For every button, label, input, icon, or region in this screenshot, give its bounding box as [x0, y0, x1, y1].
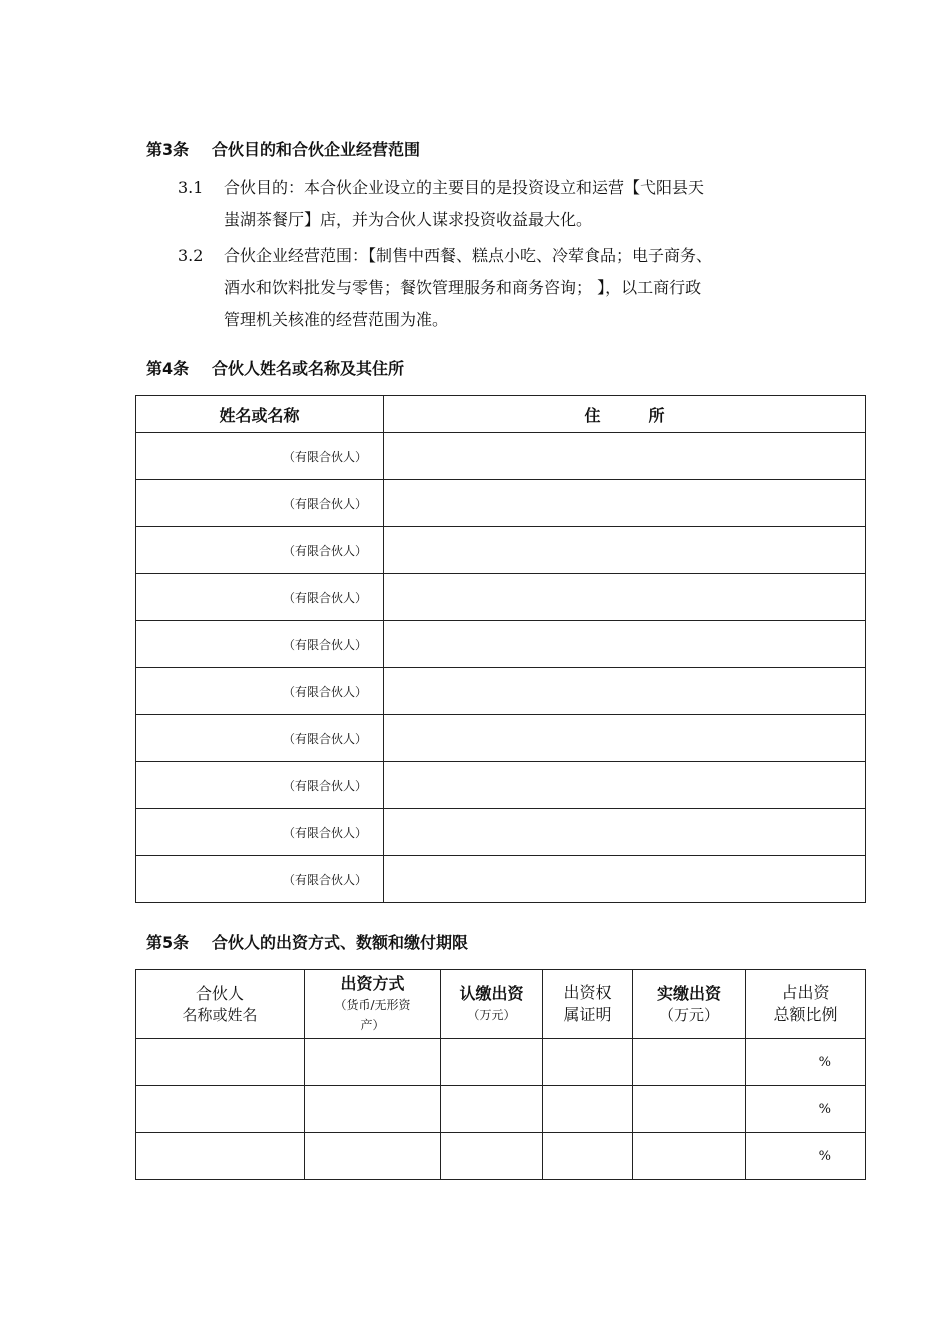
clause-line: 合伙企业经营范围：【制售中西餐、糕点小吃、冷荤食品；电子商务、: [224, 246, 713, 265]
partner-address-cell[interactable]: [384, 574, 866, 621]
header-method-line2: （货币/无形资: [334, 998, 411, 1012]
article4-number: 第4条: [146, 359, 190, 378]
article5-title: 合伙人的出资方式、数额和缴付期限: [212, 933, 469, 952]
cell-partner[interactable]: [136, 1039, 305, 1086]
cell-partner[interactable]: [136, 1133, 305, 1180]
clause-line: 合伙目的：本合伙企业设立的主要目的是投资设立和运营【弋阳县天: [224, 178, 705, 197]
clause-3-1-text: [224, 172, 810, 236]
cell-method[interactable]: [305, 1039, 441, 1086]
cell-proof[interactable]: [543, 1039, 633, 1086]
partner-address-cell[interactable]: [384, 856, 866, 903]
header-address: 住 所: [384, 396, 866, 433]
cell-paid[interactable]: [633, 1086, 746, 1133]
partner-address-cell[interactable]: [384, 715, 866, 762]
partner-address-cell[interactable]: [384, 433, 866, 480]
partner-name-cell[interactable]: （有限合伙人）: [136, 621, 384, 668]
cell-paid[interactable]: [633, 1133, 746, 1180]
header-subscribed-capital: [441, 970, 543, 1039]
partner-name-cell[interactable]: （有限合伙人）: [136, 809, 384, 856]
table-row: [136, 433, 866, 480]
table-header-row: [136, 970, 866, 1039]
header-ratio-line2: 总额比例: [773, 1005, 838, 1024]
clause-line: 蚩湖茶餐厅】店，并为合伙人谋求投资收益最大化。: [224, 210, 593, 229]
cell-partner[interactable]: [136, 1086, 305, 1133]
header-subscribed-line1: 认缴出资: [459, 984, 524, 1003]
cell-subscribed[interactable]: [441, 1086, 543, 1133]
clause-line: 酒水和饮料批发与零售；餐饮管理服务和商务咨询； 】，以工商行政: [224, 278, 702, 297]
partner-name-cell[interactable]: （有限合伙人）: [136, 480, 384, 527]
cell-ratio[interactable]: %: [746, 1086, 866, 1133]
table-row: [136, 1039, 866, 1086]
header-paid-line2: （万元）: [658, 1006, 719, 1024]
article4-heading: [146, 356, 404, 379]
table-row: [136, 621, 866, 668]
partner-address-cell[interactable]: [384, 668, 866, 715]
partner-address-cell[interactable]: [384, 527, 866, 574]
table-header-row: [136, 396, 866, 433]
article3-number: 第3条: [146, 140, 190, 159]
partner-name-cell[interactable]: （有限合伙人）: [136, 856, 384, 903]
article5-number: 第5条: [146, 933, 190, 952]
cell-ratio[interactable]: %: [746, 1133, 866, 1180]
cell-ratio[interactable]: %: [746, 1039, 866, 1086]
table-row: [136, 762, 866, 809]
clause-line: 管理机关核准的经营范围为准。: [224, 310, 449, 329]
clause-3-1-number: 3.1: [178, 178, 204, 197]
article3-heading: [146, 137, 420, 160]
clause-3-2-number: 3.2: [178, 246, 204, 265]
header-ratio-line1: 占出资: [781, 983, 830, 1002]
table-row: [136, 527, 866, 574]
header-method-line3: 产）: [360, 1018, 385, 1032]
table-row: [136, 574, 866, 621]
header-proof-line1: 出资权: [563, 983, 612, 1002]
partner-name-cell[interactable]: （有限合伙人）: [136, 715, 384, 762]
table-row: [136, 715, 866, 762]
capital-contribution-table: [135, 969, 866, 1180]
header-method-line1: 出资方式: [340, 974, 405, 993]
article5-heading: [146, 930, 468, 953]
cell-method[interactable]: [305, 1133, 441, 1180]
header-proof-line2: 属证明: [563, 1005, 612, 1024]
header-share-ratio: [746, 970, 866, 1039]
header-partner: [136, 970, 305, 1039]
cell-proof[interactable]: [543, 1086, 633, 1133]
partner-name-cell[interactable]: （有限合伙人）: [136, 527, 384, 574]
partner-address-cell[interactable]: [384, 621, 866, 668]
partner-name-cell[interactable]: （有限合伙人）: [136, 668, 384, 715]
header-ownership-proof: [543, 970, 633, 1039]
table-row: [136, 1133, 866, 1180]
cell-subscribed[interactable]: [441, 1039, 543, 1086]
partners-address-table: [135, 395, 866, 903]
table-row: [136, 668, 866, 715]
header-contribution-method: [305, 970, 441, 1039]
table-row: [136, 1086, 866, 1133]
article4-title: 合伙人姓名或名称及其住所: [212, 359, 405, 378]
clause-3-2: [178, 240, 810, 336]
header-partner-line1: 合伙人: [195, 984, 244, 1003]
table-row: [136, 856, 866, 903]
partner-address-cell[interactable]: [384, 762, 866, 809]
table-row: [136, 480, 866, 527]
partner-address-cell[interactable]: [384, 480, 866, 527]
header-subscribed-line2: （万元）: [467, 1008, 516, 1022]
cell-paid[interactable]: [633, 1039, 746, 1086]
partner-name-cell[interactable]: （有限合伙人）: [136, 433, 384, 480]
cell-method[interactable]: [305, 1086, 441, 1133]
partner-name-cell[interactable]: （有限合伙人）: [136, 762, 384, 809]
clause-3-2-text: [224, 240, 810, 336]
partner-address-cell[interactable]: [384, 809, 866, 856]
cell-subscribed[interactable]: [441, 1133, 543, 1180]
header-name: 姓名或名称: [136, 396, 384, 433]
cell-proof[interactable]: [543, 1133, 633, 1180]
header-paid-capital: [633, 970, 746, 1039]
table-row: [136, 809, 866, 856]
header-partner-line2: 名称或姓名: [182, 1006, 258, 1024]
partner-name-cell[interactable]: （有限合伙人）: [136, 574, 384, 621]
article3-title: 合伙目的和合伙企业经营范围: [212, 140, 421, 159]
clause-3-1: [178, 172, 810, 236]
header-paid-line1: 实缴出资: [656, 984, 721, 1003]
